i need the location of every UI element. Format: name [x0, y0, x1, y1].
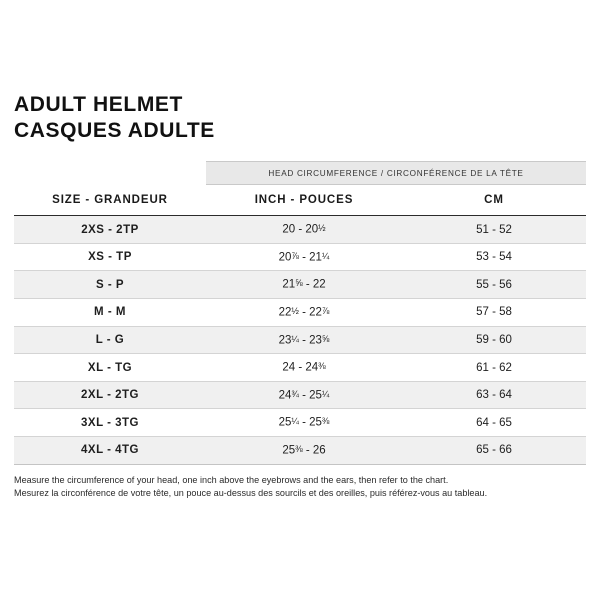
cell-cm: 55 - 56 — [402, 271, 586, 299]
cell-size: 2XS - 2TP — [14, 216, 206, 244]
cell-cm: 61 - 62 — [402, 354, 586, 382]
cell-cm: 57 - 58 — [402, 299, 586, 327]
note-en: Measure the circumference of your head, one inch above the eyebrows and the ears, then refer to the chart. — [14, 474, 449, 485]
measurement-note — [14, 474, 586, 501]
cell-size: 3XL - 3TG — [14, 409, 206, 437]
cell-inch: 24¾ - 25¼ — [206, 381, 402, 409]
cell-size: M - M — [14, 299, 206, 327]
cell-cm: 51 - 52 — [402, 216, 586, 244]
cell-size: 4XL - 4TG — [14, 437, 206, 465]
column-header-size: SIZE - GRANDEUR — [14, 185, 206, 216]
cell-inch: 25⅜ - 26 — [206, 437, 402, 465]
cell-size: S - P — [14, 271, 206, 299]
table-row — [14, 409, 586, 437]
table-group-header-row — [14, 162, 586, 185]
note-fr: Mesurez la circonférence de votre tête, un pouce au-dessus des sourcils et des oreilles, puis référez-vous au tableau. — [14, 488, 488, 499]
cell-inch: 23¼ - 23⅝ — [206, 326, 402, 354]
table-row — [14, 299, 586, 327]
cell-inch: 20⅞ - 21¼ — [206, 243, 402, 271]
group-header-head-circumference: HEAD CIRCUMFERENCE / CIRCONFÉRENCE DE LA TÊTE — [206, 162, 586, 185]
title-line-fr: CASQUES ADULTE — [14, 118, 215, 142]
table-row — [14, 326, 586, 354]
table-row — [14, 354, 586, 382]
cell-size: L - G — [14, 326, 206, 354]
cell-cm: 65 - 66 — [402, 437, 586, 465]
cell-cm: 53 - 54 — [402, 243, 586, 271]
column-header-cm: CM — [402, 185, 586, 216]
cell-inch: 20 - 20½ — [206, 216, 402, 244]
table-column-header-row — [14, 185, 586, 216]
cell-cm: 63 - 64 — [402, 381, 586, 409]
title-line-en: ADULT HELMET — [14, 93, 183, 116]
cell-inch: 25¼ - 25⅜ — [206, 409, 402, 437]
cell-size: 2XL - 2TG — [14, 381, 206, 409]
size-chart-table — [14, 161, 586, 464]
group-header-spacer — [14, 162, 206, 185]
cell-cm: 64 - 65 — [402, 409, 586, 437]
cell-size: XL - TG — [14, 354, 206, 382]
cell-inch: 24 - 24⅜ — [206, 354, 402, 382]
cell-inch: 22½ - 22⅞ — [206, 299, 402, 327]
table-row — [14, 243, 586, 271]
cell-size: XS - TP — [14, 243, 206, 271]
table-row — [14, 381, 586, 409]
table-row — [14, 437, 586, 465]
table-body — [14, 216, 586, 464]
table-row — [14, 216, 586, 244]
cell-inch: 21⅝ - 22 — [206, 271, 402, 299]
table-row — [14, 271, 586, 299]
column-header-inch: INCH - POUCES — [206, 185, 402, 216]
cell-cm: 59 - 60 — [402, 326, 586, 354]
page-title — [14, 92, 586, 143]
